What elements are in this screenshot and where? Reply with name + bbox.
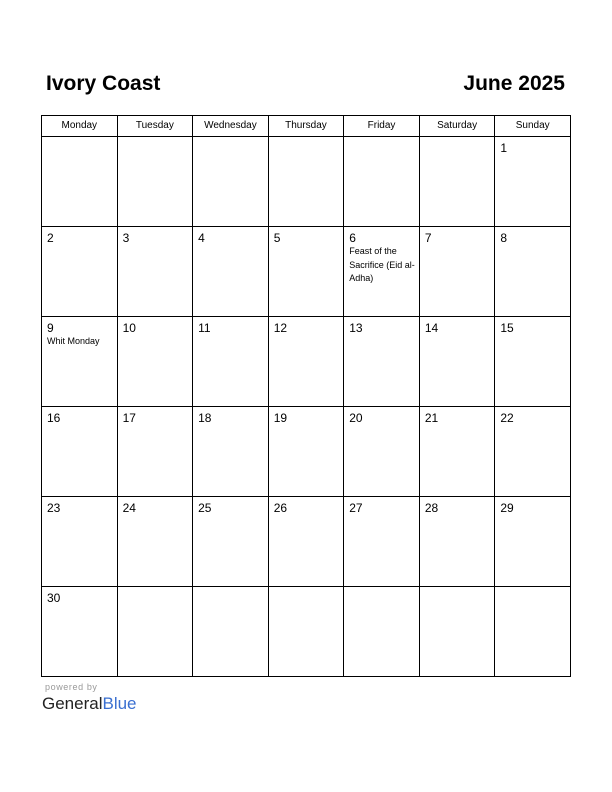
calendar-day-cell[interactable] [495,317,571,407]
calendar-day-cell[interactable] [419,317,495,407]
day-number: 30 [47,591,61,605]
day-number: 23 [47,501,61,515]
day-number: 13 [349,321,363,335]
day-number: 3 [122,231,130,245]
day-number: 20 [349,411,363,425]
day-number: 10 [122,321,136,335]
weekday-header-monday: Monday [42,116,118,137]
weekday-header-sunday: Sunday [495,116,571,137]
calendar-day-cell[interactable] [344,497,420,587]
calendar-day-cell[interactable] [344,227,420,317]
calendar-week-row [42,227,571,317]
empty-day-cell [344,137,420,227]
calendar-day-cell[interactable] [344,407,420,497]
calendar-day-cell[interactable] [193,497,269,587]
calendar-week-row [42,317,571,407]
empty-day-cell [268,137,344,227]
day-number: 6 [349,231,356,245]
day-number: 29 [500,501,514,515]
calendar-country-title: Ivory Coast [46,72,161,95]
day-number: 19 [273,411,288,425]
calendar-day-cell[interactable] [42,227,118,317]
weekday-header-tuesday: Tuesday [117,116,193,137]
calendar-day-cell[interactable] [495,497,571,587]
brand-general-text: General [42,694,103,713]
day-number: 9 [47,321,54,335]
day-number: 16 [47,411,61,425]
day-number: 7 [424,231,432,245]
calendar-day-cell[interactable] [117,227,193,317]
calendar-day-cell[interactable] [268,317,344,407]
calendar-day-cell[interactable] [42,587,118,677]
brand-blue-text: Blue [102,694,137,713]
calendar-day-cell[interactable] [268,497,344,587]
calendar-week-row [42,497,571,587]
calendar-day-cell[interactable] [42,497,118,587]
day-number: 1 [500,141,508,155]
empty-day-cell [495,587,571,677]
empty-day-cell [117,137,193,227]
empty-day-cell [419,587,495,677]
calendar-day-cell[interactable] [495,407,571,497]
day-number: 22 [500,411,514,425]
calendar-day-cell[interactable] [193,317,269,407]
calendar-day-cell[interactable] [344,317,420,407]
weekday-header-saturday: Saturday [419,116,495,137]
calendar-day-cell[interactable] [117,317,193,407]
calendar-day-cell[interactable] [268,407,344,497]
empty-day-cell [419,137,495,227]
day-number: 21 [424,411,439,425]
calendar-day-cell[interactable] [193,227,269,317]
calendar-day-cell[interactable] [42,407,118,497]
day-number: 11 [198,321,211,335]
calendar-day-cell[interactable] [419,407,495,497]
day-number: 2 [47,231,54,245]
day-number: 26 [273,501,288,515]
day-number: 8 [500,231,508,245]
empty-day-cell [193,587,269,677]
day-number: 24 [122,501,136,515]
calendar-day-cell[interactable] [495,137,571,227]
calendar-month-title: June 2025 [463,72,565,95]
day-number: 5 [273,231,281,245]
calendar-day-cell[interactable] [117,407,193,497]
holiday-label: Feast of the Sacrifice (Eid al-Adha) [349,246,415,283]
powered-by-label: powered by [45,682,98,692]
day-number: 25 [198,501,212,515]
weekday-header-friday: Friday [344,116,420,137]
calendar-day-cell[interactable] [495,227,571,317]
calendar-grid [41,115,571,677]
calendar-week-row [42,407,571,497]
empty-day-cell [117,587,193,677]
day-number: 27 [349,501,363,515]
weekday-header-thursday: Thursday [268,116,344,137]
calendar-day-cell[interactable] [419,227,495,317]
calendar-week-row [42,587,571,677]
generalblue-logo[interactable] [42,694,137,714]
day-number: 4 [198,231,205,245]
calendar-day-cell[interactable] [117,497,193,587]
empty-day-cell [193,137,269,227]
day-number: 14 [424,321,439,335]
day-number: 12 [273,321,288,335]
calendar-day-cell[interactable] [419,497,495,587]
weekday-header-wednesday: Wednesday [193,116,269,137]
day-number: 28 [424,501,439,515]
day-number: 17 [122,411,136,425]
day-number: 15 [500,321,514,335]
calendar-day-cell[interactable] [268,227,344,317]
empty-day-cell [42,137,118,227]
weekday-header-row [42,116,571,137]
empty-day-cell [268,587,344,677]
empty-day-cell [344,587,420,677]
calendar-day-cell[interactable] [193,407,269,497]
holiday-label: Whit Monday [47,336,100,346]
calendar-day-cell[interactable] [42,317,118,407]
calendar-week-row [42,137,571,227]
day-number: 18 [198,411,212,425]
